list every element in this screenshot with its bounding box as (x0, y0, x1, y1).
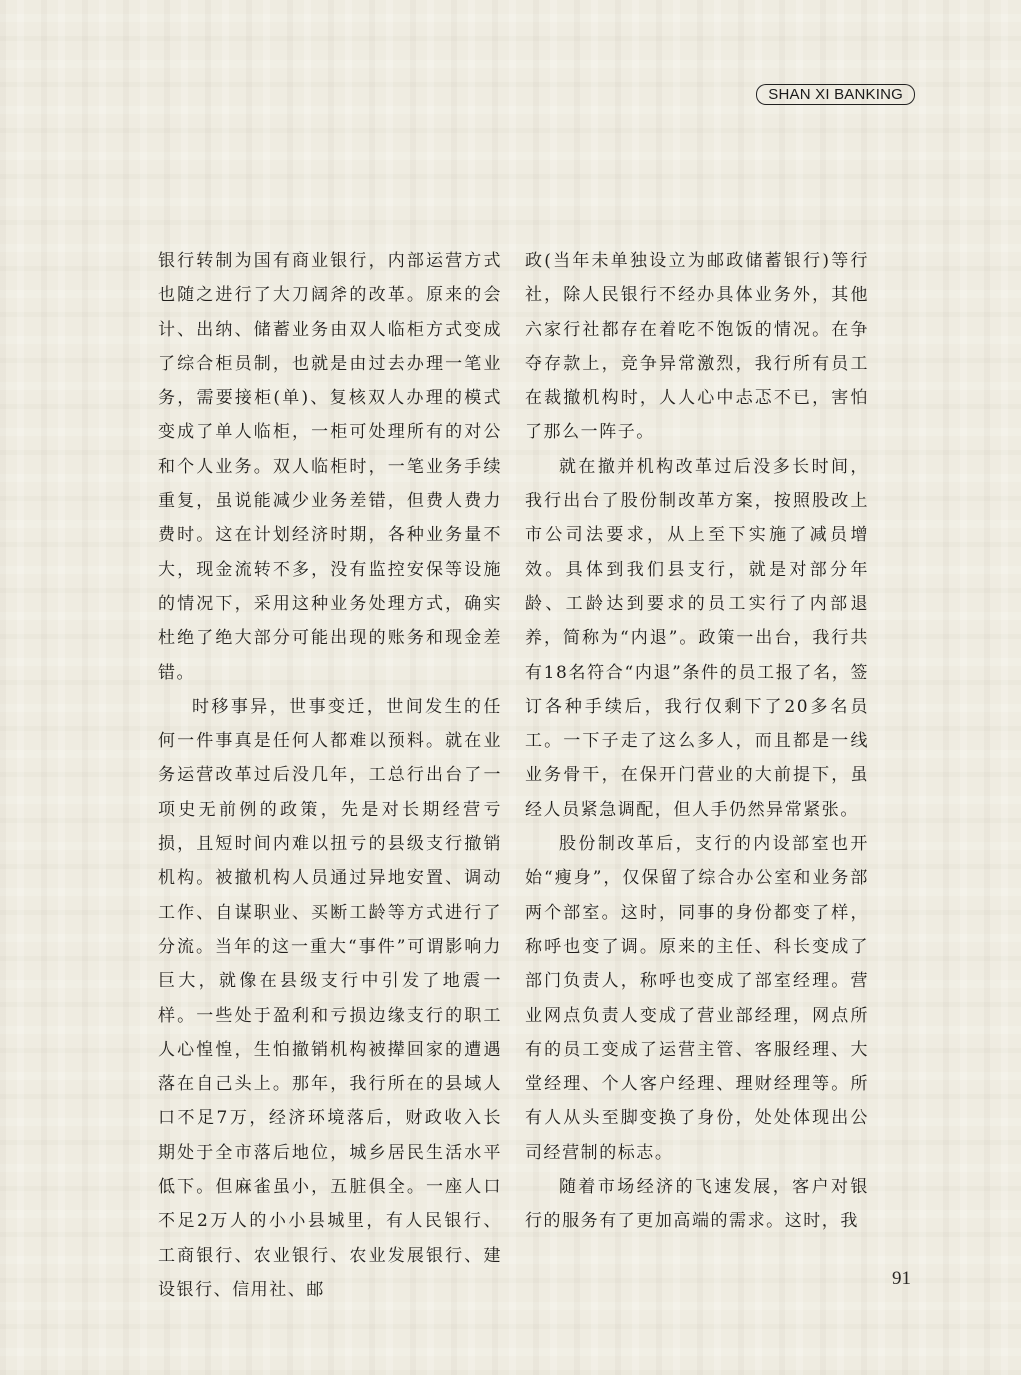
right-column (525, 244, 869, 1239)
right-paragraph-1: 政(当年未单独设立为邮政储蓄银行)等行社，除人民银行不经办具体业务外，其他六家行社都存在着吃不饱饭的情况。在争夺存款上，竞争异常激烈，我行所有员工在裁撤机构时，人人心中忐忑不已，害怕了那么一阵子。 (525, 251, 869, 443)
left-paragraph-2: 时移事异，世事变迁，世间发生的任何一件事真是任何人都难以预料。就在业务运营改革过后没几年，工总行出台了一项史无前例的政策，先是对长期经营亏损，且短时间内难以扭亏的县级支行撤销机构。被撤机构人员通过异地安置、调动工作、自谋职业、买断工龄等方式进行了分流。当年的这一重大“事件”可谓影响力巨大，就像在县级支行中引发了地震一样。一些处于盈利和亏损边缘支行的职工人心惶惶，生怕撤销机构被撵回家的遭遇落在自己头上。那年，我行所在的县域人口不足7万，经济环境落后，财政收入长期处于全市落后地位，城乡居民生活水平低下。但麻雀虽小，五脏俱全。一座人口不足2万人的小小县城里，有人民银行、工商银行、农业银行、农业发展银行、建设银行、信用社、邮 (158, 696, 502, 1300)
header-label: SHAN XI BANKING (768, 86, 903, 103)
page-number: 91 (892, 1268, 911, 1289)
header-tag (756, 84, 915, 105)
right-paragraph-2: 就在撤并机构改革过后没多长时间，我行出台了股份制改革方案，按照股改上市公司法要求，从上至下实施了减员增效。具体到我们县支行，就是对部分年龄、工龄达到要求的员工实行了内部退养，简称为“内退”。政策一出台，我行共有18名符合“内退”条件的员工报了名，签订各种手续后，我行仅剩下了20多名员工。一下子走了这么多人，而且都是一线业务骨干，在保开门营业的大前提下，虽经人员紧急调配，但人手仍然异常紧张。 (525, 456, 869, 820)
right-paragraph-3: 股份制改革后，支行的内设部室也开始“瘦身”，仅保留了综合办公室和业务部两个部室。这时，同事的身份都变了样，称呼也变了调。原来的主任、科长变成了部门负责人，称呼也变成了部室经理。营业网点负责人变成了营业部经理，网点所有的员工变成了运营主管、客服经理、大堂经理、个人客户经理、理财经理等。所有人从头至脚变换了身份，处处体现出公司经营制的标志。 (525, 834, 869, 1163)
header-bracket-right (904, 84, 915, 105)
left-column (158, 244, 502, 1307)
left-paragraph-1: 银行转制为国有商业银行，内部运营方式也随之进行了大刀阔斧的改革。原来的会计、出纳、储蓄业务由双人临柜方式变成了综合柜员制，也就是由过去办理一笔业务，需要接柜(单)、复核双人办理的模式变成了单人临柜，一柜可处理所有的对公和个人业务。双人临柜时，一笔业务手续重复，虽说能减少业务差错，但费人费力费时。这在计划经济时期，各种业务量不大，现金流转不多，没有监控安保等设施的情况下，采用这种业务处理方式，确实杜绝了绝大部分可能出现的账务和现金差错。 (158, 251, 502, 683)
right-paragraph-4: 随着市场经济的飞速发展，客户对银行的服务有了更加高端的需求。这时，我 (525, 1177, 869, 1232)
header-bracket-left (756, 84, 767, 105)
